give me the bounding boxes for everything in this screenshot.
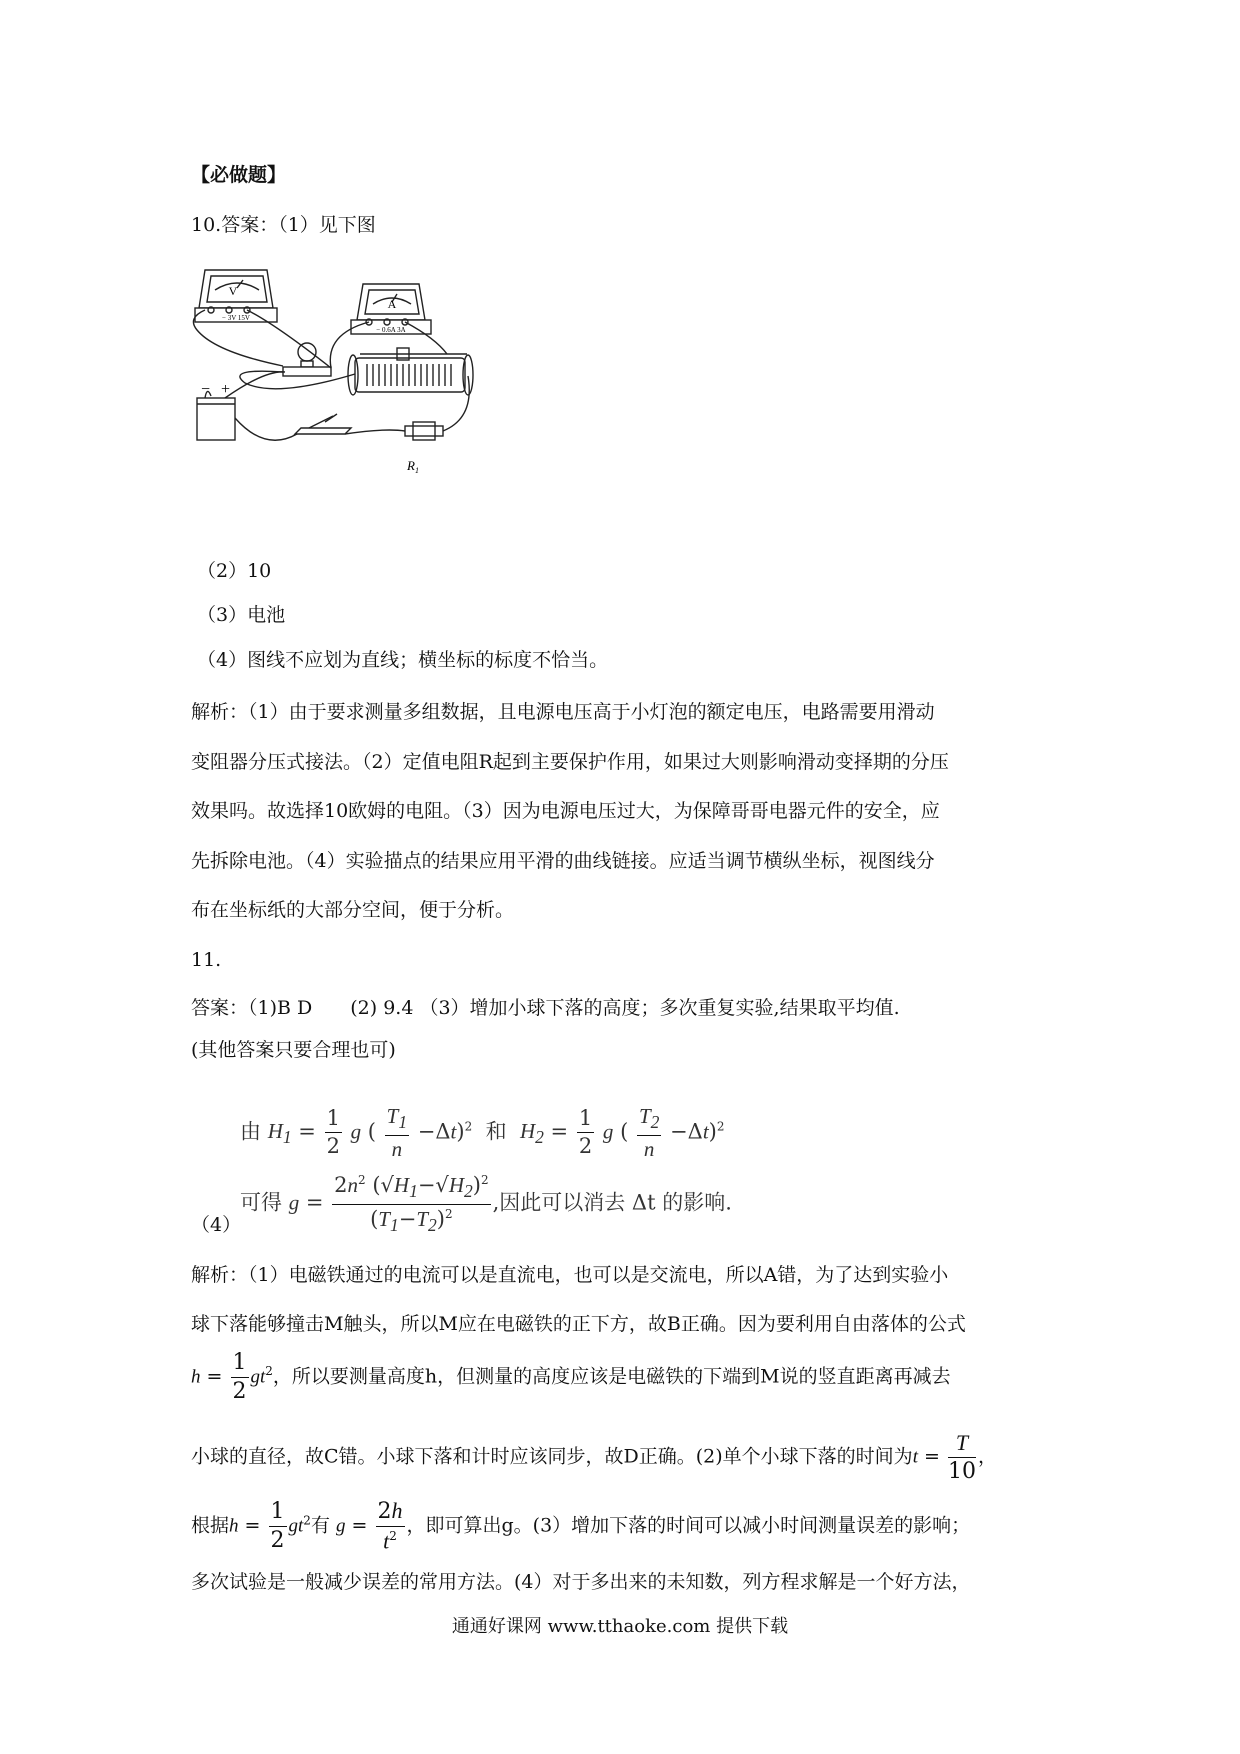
q11-analysis-line-5: 根据h = $\frac{1}{2}$ $gt^2$有 g = $\frac{2h}{t^2}$ ，即可算出g。(3）增加下落的时间可以减小时间测量误差的影响； (191, 1498, 971, 1554)
q11-formula-block (240, 1094, 880, 1234)
battery-plus: + (221, 381, 231, 398)
q10-analysis-line: 先拆除电池。（4）实验描点的结果应用平滑的曲线链接。应适当调节横纵坐标，视图线分 (191, 850, 935, 872)
q10-analysis-line: 布在坐标纸的大部分空间，便于分析。 (191, 899, 515, 921)
ammeter-terminals: − 0.6A 3A (376, 326, 406, 334)
q11-analysis-line: 球下落能够撞击M触头，所以M应在电磁铁的正下方，故B正确。因为要利用自由落体的公式 (191, 1313, 966, 1335)
q10-analysis-line: 变阻器分压式接法。（2）定值电阻R起到主要保护作用，如果过大则影响滑动变择期的分压 (191, 751, 949, 773)
battery-minus: − (201, 381, 211, 398)
voltmeter-terminals: − 3V 15V (222, 314, 250, 322)
q11-number: 11. (191, 949, 222, 971)
section-heading: 【必做题】 (191, 164, 287, 186)
q10-analysis-line: 解析：（1）由于要求测量多组数据，且电源电压高于小灯泡的额定电压，电路需要用滑动 (191, 701, 935, 723)
q11-note: (其他答案只要合理也可) (191, 1039, 396, 1061)
q11-analysis-line: 解析：（1）电磁铁通过的电流可以是直流电，也可以是交流电，所以A错，为了达到实验小 (191, 1264, 949, 1286)
formula-row-2: 可得 g = $\frac{2n^2 (√H_1-√H_2)^2}{(T_1-T_2)^2}$ ,因此可以消去 Δt 的影响. (240, 1173, 732, 1235)
q10-ans3: （3）电池 (197, 604, 286, 626)
formula-row-1: 由 $H_1$ = $\frac{1}{2}$ g ( $\frac{T_1}{n}$ −Δt)$^2$ 和 $H_2$ = $\frac{1}{2}$ g ( $\frac{T_2}{n}$ −Δt)$^2$ (240, 1104, 725, 1161)
q11-part4-label: （4） (191, 1214, 242, 1236)
q10-ans2: （2）10 (197, 560, 272, 582)
resistor-label: $R_1$ (407, 458, 419, 475)
q10-analysis-line: 效果吗。故选择10欧姆的电阻。（3）因为电源电压过大，为保障哥哥电器元件的安全，应 (191, 800, 940, 822)
page-footer: 通通好课网 www.tthaoke.com 提供下载 (451, 1616, 789, 1637)
q10-answer-head: 10.答案：（1）见下图 (191, 214, 376, 236)
q10-ans4: （4）图线不应划为直线；横坐标的标度不恰当。 (197, 649, 609, 671)
q11-analysis-line-3: h = $\frac{1}{2}$ $gt^2$，所以要测量高度h，但测量的高度应该是电磁铁的下端到M说的竖直距离再减去 (191, 1350, 951, 1404)
circuit-diagram (185, 258, 515, 518)
q11-analysis-line: 多次试验是一般减少误差的常用方法。(4）对于多出来的未知数，列方程求解是一个好方法， (191, 1571, 971, 1593)
q11-analysis-line-4: 小球的直径，故C错。小球下落和计时应该同步，故D正确。(2)单个小球下落的时间为t = $\frac{T}{10}$ ， (191, 1430, 997, 1484)
q11-answer: 答案：（1)B D (2) 9.4 （3）增加小球下落的高度；多次重复实验,结果取平均值. (191, 997, 900, 1019)
voltmeter-label: V (228, 284, 238, 298)
ammeter-label: A (387, 297, 397, 311)
